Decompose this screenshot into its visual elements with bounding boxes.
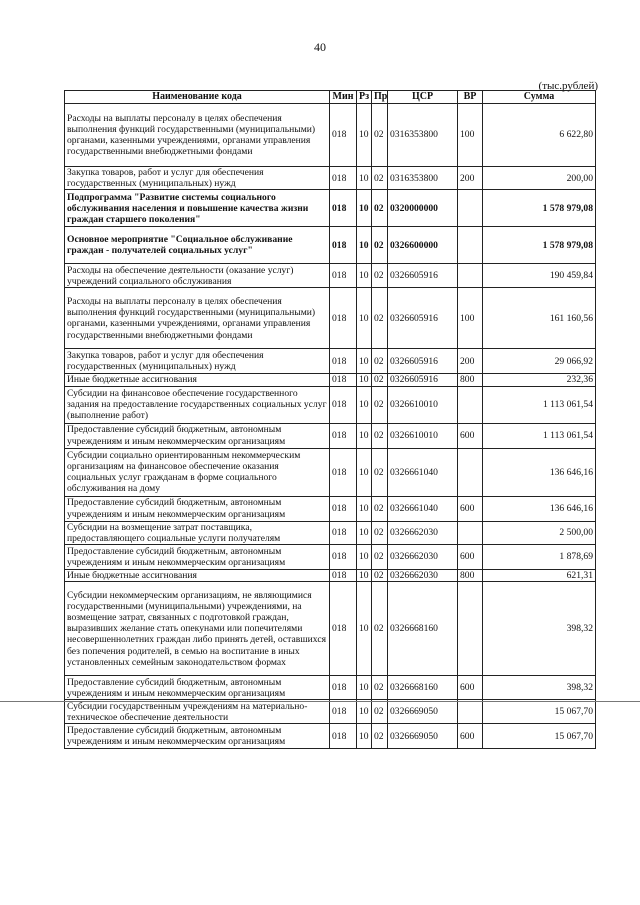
cell-name: Предоставление субсидий бюджетным, автономным учреждениям и иным некоммерческим организациям — [65, 724, 330, 749]
cell-csr: 0320000000 — [388, 190, 458, 227]
cell-pr: 02 — [372, 700, 388, 724]
cell-min: 018 — [330, 288, 357, 349]
header-csr: ЦСР — [388, 91, 458, 104]
cell-csr: 0326610010 — [388, 386, 458, 423]
cell-sum: 1 113 061,54 — [483, 386, 596, 423]
cell-rz: 10 — [357, 104, 372, 167]
cell-csr: 0326661040 — [388, 496, 458, 521]
cell-rz: 10 — [357, 521, 372, 544]
table-row — [65, 496, 596, 521]
table-body — [65, 104, 596, 749]
cell-sum: 1 578 979,08 — [483, 190, 596, 227]
table-row — [65, 374, 596, 386]
cell-sum: 190 459,84 — [483, 264, 596, 288]
cell-pr: 02 — [372, 496, 388, 521]
cell-csr: 0326600000 — [388, 227, 458, 264]
cell-min: 018 — [330, 349, 357, 374]
cell-vr — [458, 190, 483, 227]
cell-pr: 02 — [372, 423, 388, 448]
cell-rz: 10 — [357, 496, 372, 521]
cell-sum: 6 622,80 — [483, 104, 596, 167]
cell-csr: 0326605916 — [388, 264, 458, 288]
cell-sum: 232,36 — [483, 374, 596, 386]
cell-vr — [458, 227, 483, 264]
cell-pr: 02 — [372, 521, 388, 544]
table-row — [65, 545, 596, 570]
table-row — [65, 521, 596, 544]
cell-sum: 1 878,69 — [483, 545, 596, 570]
cell-rz: 10 — [357, 676, 372, 700]
cell-csr: 0326662030 — [388, 570, 458, 582]
cell-pr: 02 — [372, 288, 388, 349]
header-pr: Пр — [372, 91, 388, 104]
cell-rz: 10 — [357, 349, 372, 374]
table-row — [65, 676, 596, 700]
cell-sum: 1 578 979,08 — [483, 227, 596, 264]
cell-vr — [458, 700, 483, 724]
cell-vr: 100 — [458, 288, 483, 349]
cell-vr: 600 — [458, 545, 483, 570]
cell-vr: 100 — [458, 104, 483, 167]
table-row — [65, 724, 596, 749]
cell-min: 018 — [330, 104, 357, 167]
cell-sum: 621,31 — [483, 570, 596, 582]
cell-vr — [458, 582, 483, 676]
cell-csr: 0326661040 — [388, 448, 458, 496]
cell-name: Субсидии социально ориентированным некоммерческим организациям на финансовое обеспечение оказания социальных услуг гражданам в форме социального обслуживания на дому — [65, 448, 330, 496]
cell-sum: 2 500,00 — [483, 521, 596, 544]
crop-line — [0, 701, 640, 702]
cell-csr: 0326610010 — [388, 423, 458, 448]
cell-min: 018 — [330, 448, 357, 496]
cell-rz: 10 — [357, 374, 372, 386]
cell-csr: 0326662030 — [388, 521, 458, 544]
cell-min: 018 — [330, 227, 357, 264]
header-sum: Сумма — [483, 91, 596, 104]
cell-min: 018 — [330, 423, 357, 448]
cell-name: Иные бюджетные ассигнования — [65, 570, 330, 582]
cell-sum: 15 067,70 — [483, 724, 596, 749]
cell-name: Основное мероприятие "Социальное обслуживание граждан - получателей социальных услуг" — [65, 227, 330, 264]
cell-min: 018 — [330, 724, 357, 749]
cell-rz: 10 — [357, 545, 372, 570]
cell-rz: 10 — [357, 724, 372, 749]
cell-name: Предоставление субсидий бюджетным, автономным учреждениям и иным некоммерческим организациям — [65, 423, 330, 448]
cell-rz: 10 — [357, 227, 372, 264]
cell-sum: 398,32 — [483, 676, 596, 700]
cell-csr: 0316353800 — [388, 167, 458, 190]
cell-pr: 02 — [372, 349, 388, 374]
cell-csr: 0326668160 — [388, 676, 458, 700]
cell-rz: 10 — [357, 448, 372, 496]
cell-rz: 10 — [357, 700, 372, 724]
table-row — [65, 570, 596, 582]
cell-pr: 02 — [372, 264, 388, 288]
cell-name: Субсидии на финансовое обеспечение государственного задания на предоставление государственных социальных услуг (выполнение работ) — [65, 386, 330, 423]
cell-vr: 800 — [458, 374, 483, 386]
cell-sum: 29 066,92 — [483, 349, 596, 374]
cell-csr: 0316353800 — [388, 104, 458, 167]
cell-vr: 200 — [458, 167, 483, 190]
cell-rz: 10 — [357, 582, 372, 676]
units-label: (тыс.рублей) — [538, 80, 598, 92]
cell-vr — [458, 264, 483, 288]
cell-name: Субсидии на возмещение затрат поставщика, предоставляющего социальные услуги получателям — [65, 521, 330, 544]
cell-sum: 398,32 — [483, 582, 596, 676]
cell-name: Закупка товаров, работ и услуг для обеспечения государственных (муниципальных) нужд — [65, 349, 330, 374]
table-row — [65, 582, 596, 676]
cell-rz: 10 — [357, 264, 372, 288]
table-row — [65, 386, 596, 423]
table-header-row — [65, 91, 596, 104]
cell-pr: 02 — [372, 545, 388, 570]
cell-min: 018 — [330, 264, 357, 288]
table-row — [65, 349, 596, 374]
cell-name: Расходы на обеспечение деятельности (оказание услуг) учреждений социального обслуживания — [65, 264, 330, 288]
cell-pr: 02 — [372, 724, 388, 749]
page-number: 40 — [314, 40, 326, 54]
cell-min: 018 — [330, 386, 357, 423]
cell-min: 018 — [330, 496, 357, 521]
cell-vr: 600 — [458, 496, 483, 521]
cell-name: Субсидии государственным учреждениям на материально-техническое обеспечение деятельности — [65, 700, 330, 724]
header-min: Мин — [330, 91, 357, 104]
cell-rz: 10 — [357, 423, 372, 448]
cell-name: Предоставление субсидий бюджетным, автономным учреждениям и иным некоммерческим организациям — [65, 545, 330, 570]
cell-vr: 600 — [458, 423, 483, 448]
cell-csr: 0326669050 — [388, 724, 458, 749]
cell-min: 018 — [330, 374, 357, 386]
cell-rz: 10 — [357, 167, 372, 190]
table-row — [65, 104, 596, 167]
cell-csr: 0326669050 — [388, 700, 458, 724]
cell-pr: 02 — [372, 167, 388, 190]
cell-csr: 0326605916 — [388, 288, 458, 349]
cell-name: Предоставление субсидий бюджетным, автономным учреждениям и иным некоммерческим организациям — [65, 676, 330, 700]
cell-vr: 600 — [458, 724, 483, 749]
cell-sum: 136 646,16 — [483, 496, 596, 521]
cell-pr: 02 — [372, 374, 388, 386]
budget-table — [64, 90, 596, 749]
table-row — [65, 227, 596, 264]
cell-vr — [458, 386, 483, 423]
cell-min: 018 — [330, 582, 357, 676]
cell-sum: 1 113 061,54 — [483, 423, 596, 448]
cell-name: Иные бюджетные ассигнования — [65, 374, 330, 386]
cell-vr — [458, 448, 483, 496]
cell-min: 018 — [330, 676, 357, 700]
cell-name: Расходы на выплаты персоналу в целях обеспечения выполнения функций государственными (муниципальными) органами, казенными учреждениями, органами управления государственными внебюджетными фондами — [65, 288, 330, 349]
cell-rz: 10 — [357, 570, 372, 582]
cell-vr: 200 — [458, 349, 483, 374]
cell-sum: 161 160,56 — [483, 288, 596, 349]
table-row — [65, 700, 596, 724]
cell-pr: 02 — [372, 570, 388, 582]
cell-name: Подпрограмма "Развитие системы социального обслуживания населения и повышение качества жизни граждан старшего поколения" — [65, 190, 330, 227]
cell-min: 018 — [330, 700, 357, 724]
cell-vr: 600 — [458, 676, 483, 700]
cell-csr: 0326605916 — [388, 349, 458, 374]
cell-pr: 02 — [372, 448, 388, 496]
cell-pr: 02 — [372, 386, 388, 423]
cell-csr: 0326662030 — [388, 545, 458, 570]
cell-pr: 02 — [372, 190, 388, 227]
cell-vr — [458, 521, 483, 544]
table-row — [65, 288, 596, 349]
cell-name: Субсидии некоммерческим организациям, не являющимися государственными (муниципальными) учреждениями, на возмещение затрат, связанных с подготовкой граждан, выразивших желание стать опекунами или попечителями несовершеннолетних граждан либо принять детей, оставшихся без попечения родителей, в семью на воспитание в иных установленных семейным законодательством формах — [65, 582, 330, 676]
cell-min: 018 — [330, 167, 357, 190]
header-name: Наименование кода — [65, 91, 330, 104]
cell-vr: 800 — [458, 570, 483, 582]
cell-csr: 0326668160 — [388, 582, 458, 676]
header-vr: ВР — [458, 91, 483, 104]
cell-name: Расходы на выплаты персоналу в целях обеспечения выполнения функций государственными (муниципальными) органами, казенными учреждениями, органами управления государственными внебюджетными фондами — [65, 104, 330, 167]
header-rz: Рз — [357, 91, 372, 104]
table-row — [65, 190, 596, 227]
cell-sum: 15 067,70 — [483, 700, 596, 724]
cell-pr: 02 — [372, 582, 388, 676]
cell-name: Предоставление субсидий бюджетным, автономным учреждениям и иным некоммерческим организациям — [65, 496, 330, 521]
cell-pr: 02 — [372, 227, 388, 264]
cell-csr: 0326605916 — [388, 374, 458, 386]
cell-sum: 136 646,16 — [483, 448, 596, 496]
table-row — [65, 264, 596, 288]
cell-min: 018 — [330, 190, 357, 227]
cell-pr: 02 — [372, 104, 388, 167]
cell-rz: 10 — [357, 386, 372, 423]
cell-rz: 10 — [357, 288, 372, 349]
cell-sum: 200,00 — [483, 167, 596, 190]
table-row — [65, 448, 596, 496]
cell-min: 018 — [330, 570, 357, 582]
cell-name: Закупка товаров, работ и услуг для обеспечения государственных (муниципальных) нужд — [65, 167, 330, 190]
cell-min: 018 — [330, 521, 357, 544]
table-row — [65, 423, 596, 448]
cell-pr: 02 — [372, 676, 388, 700]
cell-min: 018 — [330, 545, 357, 570]
table-row — [65, 167, 596, 190]
cell-rz: 10 — [357, 190, 372, 227]
